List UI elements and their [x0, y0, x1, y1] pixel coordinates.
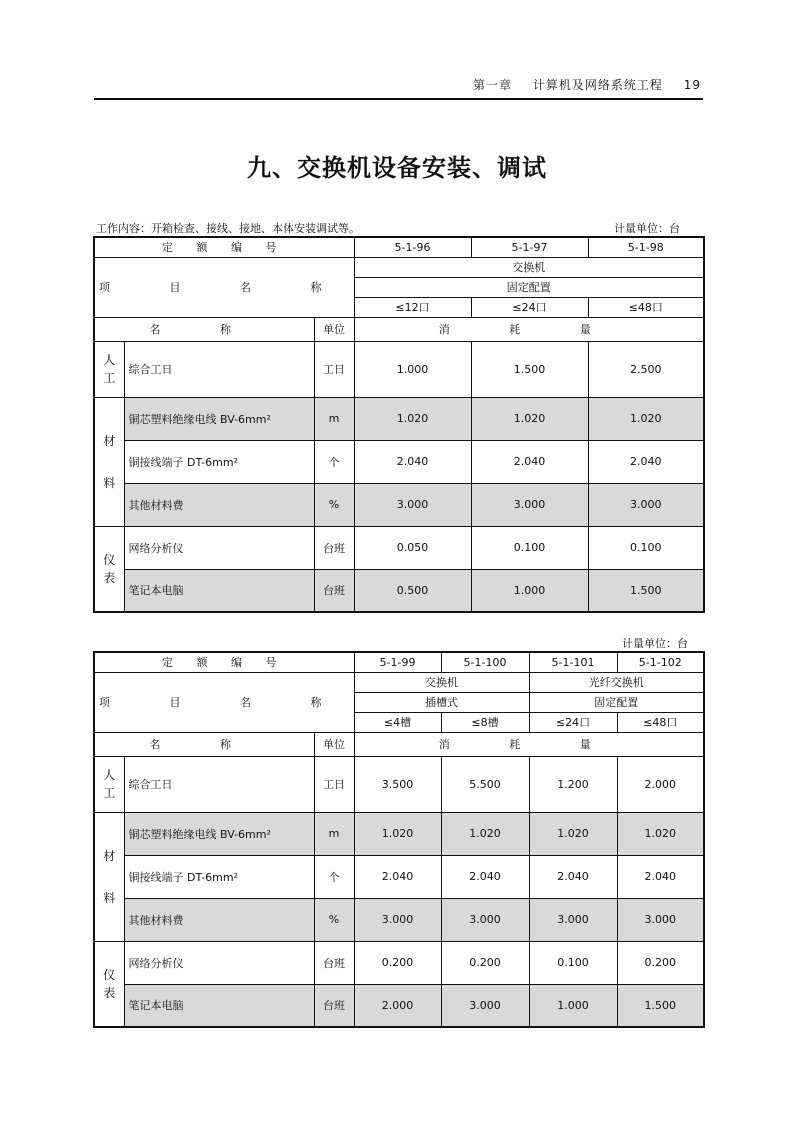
- item-value: 3.000: [441, 898, 529, 941]
- item-value: 1.020: [617, 812, 704, 855]
- item-value: 5.500: [441, 756, 529, 812]
- quota-code: 5-1-100: [441, 652, 529, 672]
- page-number: 19: [683, 78, 701, 92]
- item-value: 1.200: [529, 756, 617, 812]
- spec-header: ≤48口: [617, 712, 704, 732]
- category-labor: 人 工: [94, 756, 124, 812]
- item-value: 2.000: [354, 984, 441, 1027]
- category-instrument: 仪 表: [94, 941, 124, 1027]
- quota-code: 5-1-102: [617, 652, 704, 672]
- item-name: 铜接线端子 DT-6mm²: [124, 440, 314, 483]
- item-value: 1.000: [471, 569, 588, 612]
- quota-code: 5-1-98: [588, 237, 704, 257]
- category-instrument: 仪 表: [94, 526, 124, 612]
- quota-table-1: [93, 236, 705, 613]
- code-label: 定 额 编 号: [94, 237, 354, 257]
- item-value: 2.040: [441, 855, 529, 898]
- unit-label-2: 计量单位：台: [622, 637, 688, 650]
- item-name: 综合工日: [124, 341, 314, 397]
- category-material: 材 料: [94, 397, 124, 526]
- item-unit: %: [314, 483, 354, 526]
- quota-table-2: [93, 651, 705, 1028]
- item-value: 0.500: [354, 569, 471, 612]
- item-unit: m: [314, 812, 354, 855]
- item-value: 2.040: [354, 440, 471, 483]
- item-value: 2.040: [529, 855, 617, 898]
- item-value: 3.000: [354, 483, 471, 526]
- item-value: 1.020: [529, 812, 617, 855]
- page-title: 九、交换机设备安装、调试: [247, 154, 547, 182]
- item-value: 2.040: [471, 440, 588, 483]
- spec-header: ≤8槽: [441, 712, 529, 732]
- item-value: 1.020: [588, 397, 704, 440]
- item-value: 3.000: [529, 898, 617, 941]
- item-unit: %: [314, 898, 354, 941]
- config-header: 固定配置: [354, 277, 704, 297]
- quota-code: 5-1-96: [354, 237, 471, 257]
- item-value: 1.020: [354, 812, 441, 855]
- item-value: 3.500: [354, 756, 441, 812]
- config-header: 固定配置: [529, 692, 704, 712]
- code-label: 定 额 编 号: [94, 652, 354, 672]
- item-name: 其他材料费: [124, 898, 314, 941]
- item-value: 3.000: [617, 898, 704, 941]
- unit-col-label: 单位: [314, 732, 354, 756]
- category-material: 材 料: [94, 812, 124, 941]
- quota-code: 5-1-101: [529, 652, 617, 672]
- item-value: 1.000: [529, 984, 617, 1027]
- item-name: 其他材料费: [124, 483, 314, 526]
- item-name: 网络分析仪: [124, 941, 314, 984]
- item-value: 3.000: [588, 483, 704, 526]
- group-header: 交换机: [354, 672, 529, 692]
- item-unit: 工日: [314, 756, 354, 812]
- item-value: 2.040: [617, 855, 704, 898]
- item-value: 2.040: [588, 440, 704, 483]
- config-header: 插槽式: [354, 692, 529, 712]
- header-text: [457, 76, 701, 93]
- group-header: 光纤交换机: [529, 672, 704, 692]
- item-value: 1.020: [354, 397, 471, 440]
- item-value: 1.020: [441, 812, 529, 855]
- name-label: 名 称: [94, 317, 314, 341]
- item-unit: 个: [314, 855, 354, 898]
- spec-header: ≤12口: [354, 297, 471, 317]
- quota-code: 5-1-99: [354, 652, 441, 672]
- item-value: 2.040: [354, 855, 441, 898]
- item-unit: 台班: [314, 569, 354, 612]
- group-header: 交换机: [354, 257, 704, 277]
- item-value: 3.000: [471, 483, 588, 526]
- item-unit: 台班: [314, 526, 354, 569]
- item-unit: 个: [314, 440, 354, 483]
- item-label: 项 目 名 称: [94, 257, 354, 317]
- item-name: 笔记本电脑: [124, 984, 314, 1027]
- item-unit: 台班: [314, 984, 354, 1027]
- quota-code: 5-1-97: [471, 237, 588, 257]
- item-name: 综合工日: [124, 756, 314, 812]
- work-content: 工作内容：开箱检查、接线、接地、本体安装调试等。: [96, 222, 360, 235]
- section-label: 计算机及网络系统工程: [532, 78, 663, 92]
- item-value: 0.100: [588, 526, 704, 569]
- item-name: 铜接线端子 DT-6mm²: [124, 855, 314, 898]
- item-value: 1.020: [471, 397, 588, 440]
- item-unit: 台班: [314, 941, 354, 984]
- spec-header: ≤24口: [471, 297, 588, 317]
- item-value: 0.200: [617, 941, 704, 984]
- item-name: 铜芯塑料绝缘电线 BV-6mm²: [124, 812, 314, 855]
- item-value: 2.500: [588, 341, 704, 397]
- unit-col-label: 单位: [314, 317, 354, 341]
- unit-label-1: 计量单位：台: [614, 222, 680, 235]
- item-name: 笔记本电脑: [124, 569, 314, 612]
- item-value: 3.000: [441, 984, 529, 1027]
- item-value: 1.500: [617, 984, 704, 1027]
- spec-header: ≤24口: [529, 712, 617, 732]
- item-name: 铜芯塑料绝缘电线 BV-6mm²: [124, 397, 314, 440]
- category-labor: 人 工: [94, 341, 124, 397]
- item-unit: m: [314, 397, 354, 440]
- item-value: 2.000: [617, 756, 704, 812]
- item-value: 0.050: [354, 526, 471, 569]
- consume-label: 消 耗 量: [354, 732, 704, 756]
- item-value: 1.500: [588, 569, 704, 612]
- item-value: 1.000: [354, 341, 471, 397]
- item-unit: 工日: [314, 341, 354, 397]
- item-name: 网络分析仪: [124, 526, 314, 569]
- item-value: 0.100: [471, 526, 588, 569]
- item-label: 项 目 名 称: [94, 672, 354, 732]
- item-value: 0.200: [441, 941, 529, 984]
- item-value: 0.200: [354, 941, 441, 984]
- spec-header: ≤48口: [588, 297, 704, 317]
- item-value: 1.500: [471, 341, 588, 397]
- spec-header: ≤4槽: [354, 712, 441, 732]
- chapter-label: 第一章: [473, 78, 513, 92]
- item-value: 3.000: [354, 898, 441, 941]
- name-label: 名 称: [94, 732, 314, 756]
- item-value: 0.100: [529, 941, 617, 984]
- page-header: [94, 72, 703, 100]
- consume-label: 消 耗 量: [354, 317, 704, 341]
